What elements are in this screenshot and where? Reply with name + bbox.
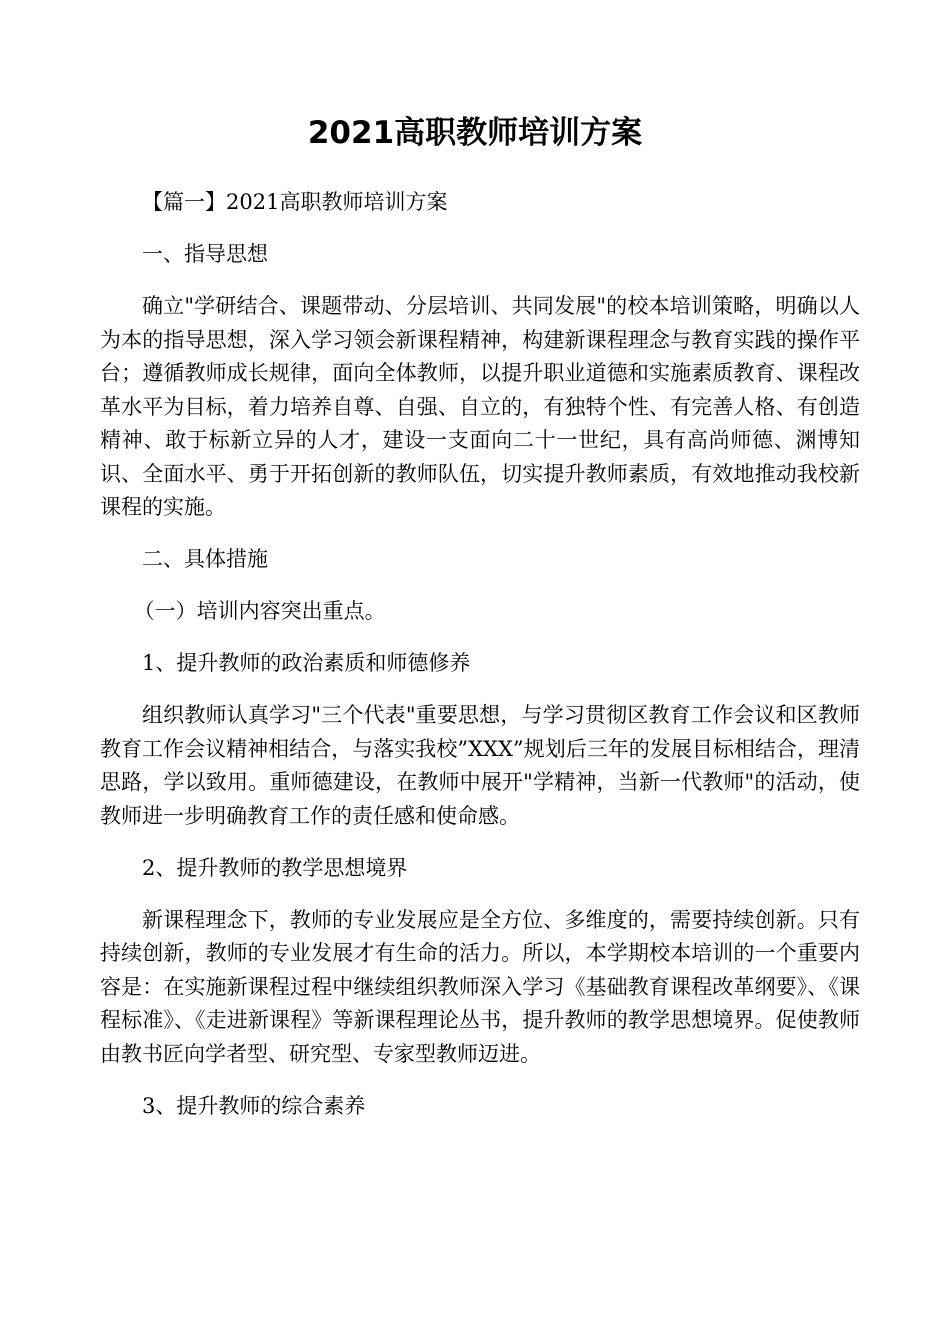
item-heading: 1、提升教师的政治素质和师德修养	[142, 651, 471, 675]
item-heading: 2、提升教师的教学思想境界	[142, 855, 408, 880]
document-body	[100, 186, 860, 1142]
section-heading: 二、具体措施	[142, 547, 268, 571]
body-paragraph: 组织教师认真学习"三个代表"重要思想，与学习贯彻区教育工作会议和区教师教育工作会议精神相结合，与落实我校”XXX”规划后三年的发展目标相结合，理清思路，学以致用。重师德建设，在教师中展开"学精神，当新一代教师"的活动，使教师进一步明确教育工作的责任感和使命感。	[100, 703, 860, 828]
section-heading: 一、指导思想	[142, 242, 268, 266]
body-paragraph: 新课程理念下，教师的专业发展应是全方位、多维度的，需要持续创新。只有持续创新，教师的专业发展才有生命的活力。所以，本学期校本培训的一个重要内容是：在实施新课程过程中继续组织教师深入学习《基础教育课程改革纲要》、《课程标准》、《走进新课程》等新课程理论丛书，提升教师的教学思想境界。促使教师由教书匠向学者型、研究型、专家型教师迈进。	[100, 907, 860, 1066]
document-title: 2021高职教师培训方案	[307, 115, 643, 151]
item-heading: 3、提升教师的综合素养	[142, 1093, 366, 1118]
body-paragraph: 确立"学研结合、课题带动、分层培训、共同发展"的校本培训策略，明确以人为本的指导思想，深入学习领会新课程精神，构建新课程理念与教育实践的操作平台；遵循教师成长规律，面向全体教师，以提升职业道德和实施素质教育、课程改革水平为目标，着力培养自尊、自强、自立的，有独特个性、有完善人格、有创造精神、敢于标新立异的人才，建设一支面向二十一世纪，具有高尚师德、渊博知识、全面水平、勇于开拓创新的教师队伍，切实提升教师素质，有效地推动我校新课程的实施。	[100, 294, 860, 519]
subsection-heading: （一）培训内容突出重点。	[133, 599, 386, 623]
section-heading: 【篇一】2021高职教师培训方案	[142, 190, 448, 214]
